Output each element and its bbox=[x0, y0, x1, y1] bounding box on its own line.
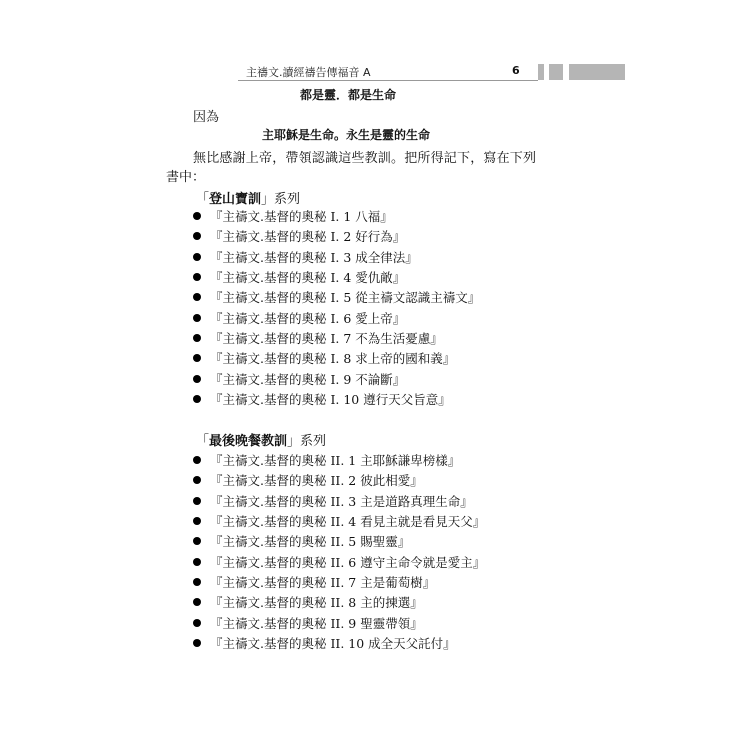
series-list bbox=[193, 206, 480, 409]
bullet-icon bbox=[193, 253, 201, 261]
list-item bbox=[193, 551, 485, 571]
paragraph-text: 因為 bbox=[193, 110, 220, 125]
list-item bbox=[193, 247, 480, 267]
list-item-text: 『主禱文.基督的奧秘 I. 8 求上帝的國和義』 bbox=[210, 351, 456, 367]
bullet-icon bbox=[193, 639, 201, 647]
list-item-text: 『主禱文.基督的奧秘 II. 6 遵守主命令就是愛主』 bbox=[210, 554, 486, 570]
bullet-icon bbox=[193, 456, 201, 464]
bullet-icon bbox=[193, 354, 201, 362]
list-item bbox=[193, 206, 480, 226]
list-item bbox=[193, 470, 485, 490]
list-item bbox=[193, 389, 480, 409]
list-item bbox=[193, 633, 485, 653]
list-item-text: 『主禱文.基督的奧秘 II. 4 看見主就是看見天父』 bbox=[210, 514, 486, 530]
list-item-text: 『主禱文.基督的奧秘 II. 1 主耶穌謙卑榜樣』 bbox=[210, 453, 461, 469]
list-item bbox=[193, 572, 485, 592]
series-heading-open: 「 bbox=[196, 434, 210, 449]
paragraph-line: 無比感謝上帝，帶領認識這些教訓。把所得記下，寫在下列 bbox=[193, 151, 537, 166]
section-subtitle: 主耶穌是生命。永生是靈的生命 bbox=[262, 128, 431, 142]
series-heading bbox=[196, 430, 326, 449]
bullet-icon bbox=[193, 212, 201, 220]
list-item bbox=[193, 511, 485, 531]
list-item-text: 『主禱文.基督的奧秘 I. 9 不論斷』 bbox=[210, 371, 406, 387]
series-list bbox=[193, 450, 485, 653]
list-item-text: 『主禱文.基督的奧秘 II. 5 賜聖靈』 bbox=[210, 534, 411, 550]
list-item-text: 『主禱文.基督的奧秘 I. 7 不為生活憂慮』 bbox=[210, 330, 443, 346]
header-decor-block bbox=[538, 64, 544, 80]
running-header-title: 主禱文.讀經禱告傳福音 A bbox=[246, 66, 371, 79]
list-item-text: 『主禱文.基督的奧秘 II. 7 主是葡萄樹』 bbox=[210, 574, 436, 590]
series-heading-close: 」系列 bbox=[261, 192, 301, 207]
list-item bbox=[193, 226, 480, 246]
bullet-icon bbox=[193, 598, 201, 606]
series-heading-name: 登山寶訓 bbox=[209, 192, 262, 207]
bullet-icon bbox=[193, 578, 201, 586]
series-heading-name: 最後晚餐教訓 bbox=[209, 434, 288, 449]
list-item bbox=[193, 328, 480, 348]
bullet-icon bbox=[193, 537, 201, 545]
list-item-text: 『主禱文.基督的奧秘 I. 2 好行為』 bbox=[210, 229, 406, 245]
list-item bbox=[193, 368, 480, 388]
list-item-text: 『主禱文.基督的奧秘 I. 6 愛上帝』 bbox=[210, 310, 406, 326]
bullet-icon bbox=[193, 558, 201, 566]
list-item-text: 『主禱文.基督的奧秘 I. 4 愛仇敵』 bbox=[210, 270, 406, 286]
header-decor-block bbox=[569, 64, 625, 80]
list-item-text: 『主禱文.基督的奧秘 I. 3 成全律法』 bbox=[210, 249, 418, 265]
bullet-icon bbox=[193, 334, 201, 342]
list-item-text: 『主禱文.基督的奧秘 II. 8 主的揀選』 bbox=[210, 595, 423, 611]
list-item bbox=[193, 267, 480, 287]
bullet-icon bbox=[193, 314, 201, 322]
bullet-icon bbox=[193, 293, 201, 301]
bullet-icon bbox=[193, 273, 201, 281]
series-heading-open: 「 bbox=[196, 192, 210, 207]
bullet-icon bbox=[193, 395, 201, 403]
bullet-icon bbox=[193, 232, 201, 240]
list-item bbox=[193, 491, 485, 511]
header-rule bbox=[238, 80, 538, 81]
bullet-icon bbox=[193, 619, 201, 627]
header-decor-block bbox=[549, 64, 563, 80]
paragraph-line: 書中： bbox=[166, 170, 206, 185]
list-item-text: 『主禱文.基督的奧秘 II. 3 主是道路真理生命』 bbox=[210, 493, 473, 509]
list-item-text: 『主禱文.基督的奧秘 II. 9 聖靈帶領』 bbox=[210, 615, 423, 631]
list-item-text: 『主禱文.基督的奧秘 I. 5 從主禱文認識主禱文』 bbox=[210, 290, 481, 306]
bullet-icon bbox=[193, 497, 201, 505]
section-title: 都是靈．都是生命 bbox=[300, 88, 397, 102]
list-item bbox=[193, 287, 480, 307]
list-item bbox=[193, 612, 485, 632]
page-number: 6 bbox=[512, 64, 520, 77]
list-item-text: 『主禱文.基督的奧秘 I. 1 八福』 bbox=[210, 209, 393, 225]
list-item bbox=[193, 531, 485, 551]
bullet-icon bbox=[193, 375, 201, 383]
bullet-icon bbox=[193, 476, 201, 484]
list-item-text: 『主禱文.基督的奧秘 II. 2 彼此相愛』 bbox=[210, 473, 423, 489]
list-item bbox=[193, 348, 480, 368]
series-heading-close: 」系列 bbox=[287, 434, 327, 449]
bullet-icon bbox=[193, 517, 201, 525]
list-item bbox=[193, 592, 485, 612]
list-item bbox=[193, 450, 485, 470]
list-item-text: 『主禱文.基督的奧秘 I. 10 遵行天父旨意』 bbox=[210, 391, 451, 407]
list-item bbox=[193, 307, 480, 327]
list-item-text: 『主禱文.基督的奧秘 II. 10 成全天父託付』 bbox=[210, 635, 456, 651]
series-heading bbox=[196, 188, 300, 207]
